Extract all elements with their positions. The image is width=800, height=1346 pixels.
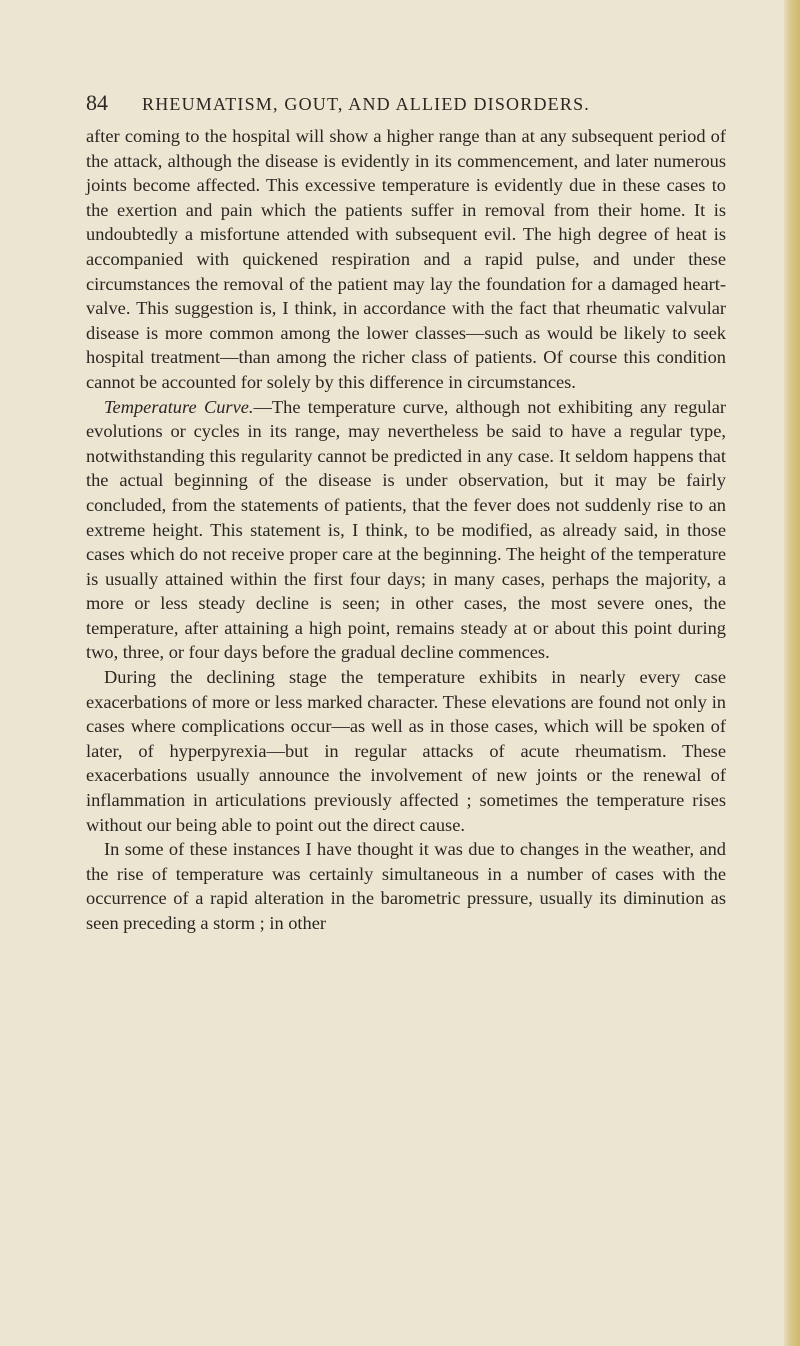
section-heading: Temperature Curve. (104, 396, 254, 417)
paragraph: During the declining stage the temperature exhibits in nearly every case exacerbations of more or less marked character. These elevations are found not only in cases where complications occur—as well as in those cases, which will be spoken of later, of hyperpyrexia—but in regular attacks of acute rheumatism. These exacerbations usually announce the involvement of new joints or the renewal of inflammation in articulations previously affected ; sometimes the temperature rises without our being able to point out the direct cause. (86, 667, 726, 835)
paragraph: In some of these instances I have thought it was due to changes in the weather, and the rise of temperature was certainly simultaneous in a number of cases with the occurrence of a rapid alteration in the barometric pressure, usually its diminution as seen preceding a storm ; in other (86, 839, 726, 933)
body-text (86, 124, 726, 936)
paragraph: after coming to the hospital will show a higher range than at any subsequent period of the attack, although the disease is evidently in its commencement, and later numerous joints become affected. This excessive temperature is evidently due in these cases to the exertion and pain which the patients suffer in removal from their home. It is undoubtedly a misfortune attended with subsequent evil. The high degree of heat is accompanied with quickened respiration and a rapid pulse, and under these circumstances the removal of the patient may lay the foundation for a damaged heart-valve. This suggestion is, I think, in accordance with the fact that rheumatic valvular disease is more common among the lower classes—such as would be likely to seek hospital treatment—than among the richer class of patients. Of course this condition cannot be accounted for solely by this difference in circumstances. (86, 126, 726, 392)
paragraph (86, 395, 726, 666)
page-header (86, 90, 726, 120)
page-binding-edge (784, 0, 800, 1346)
paragraph-text: —The temperature curve, although not exhibiting any regular evolutions or cycles in its range, may nevertheless be said to have a regular type, notwithstanding this regularity cannot be predicted in any case. It seldom happens that the actual beginning of the disease is under observation, but it may be fairly concluded, from the statements of patients, that the fever does not suddenly rise to an extreme height. This statement is, I think, to be modified, as already said, in those cases which do not receive proper care at the beginning. The height of the temperature is usually attained within the first four days; in many cases, perhaps the majority, a more or less steady decline is seen; in other cases, the most severe ones, the temperature, after attaining a high point, remains steady at or about this point during two, three, or four days before the gradual decline commences. (86, 396, 726, 663)
running-head: RHEUMATISM, GOUT, AND ALLIED DISORDERS. (142, 94, 590, 114)
page-number: 84 (86, 90, 108, 115)
